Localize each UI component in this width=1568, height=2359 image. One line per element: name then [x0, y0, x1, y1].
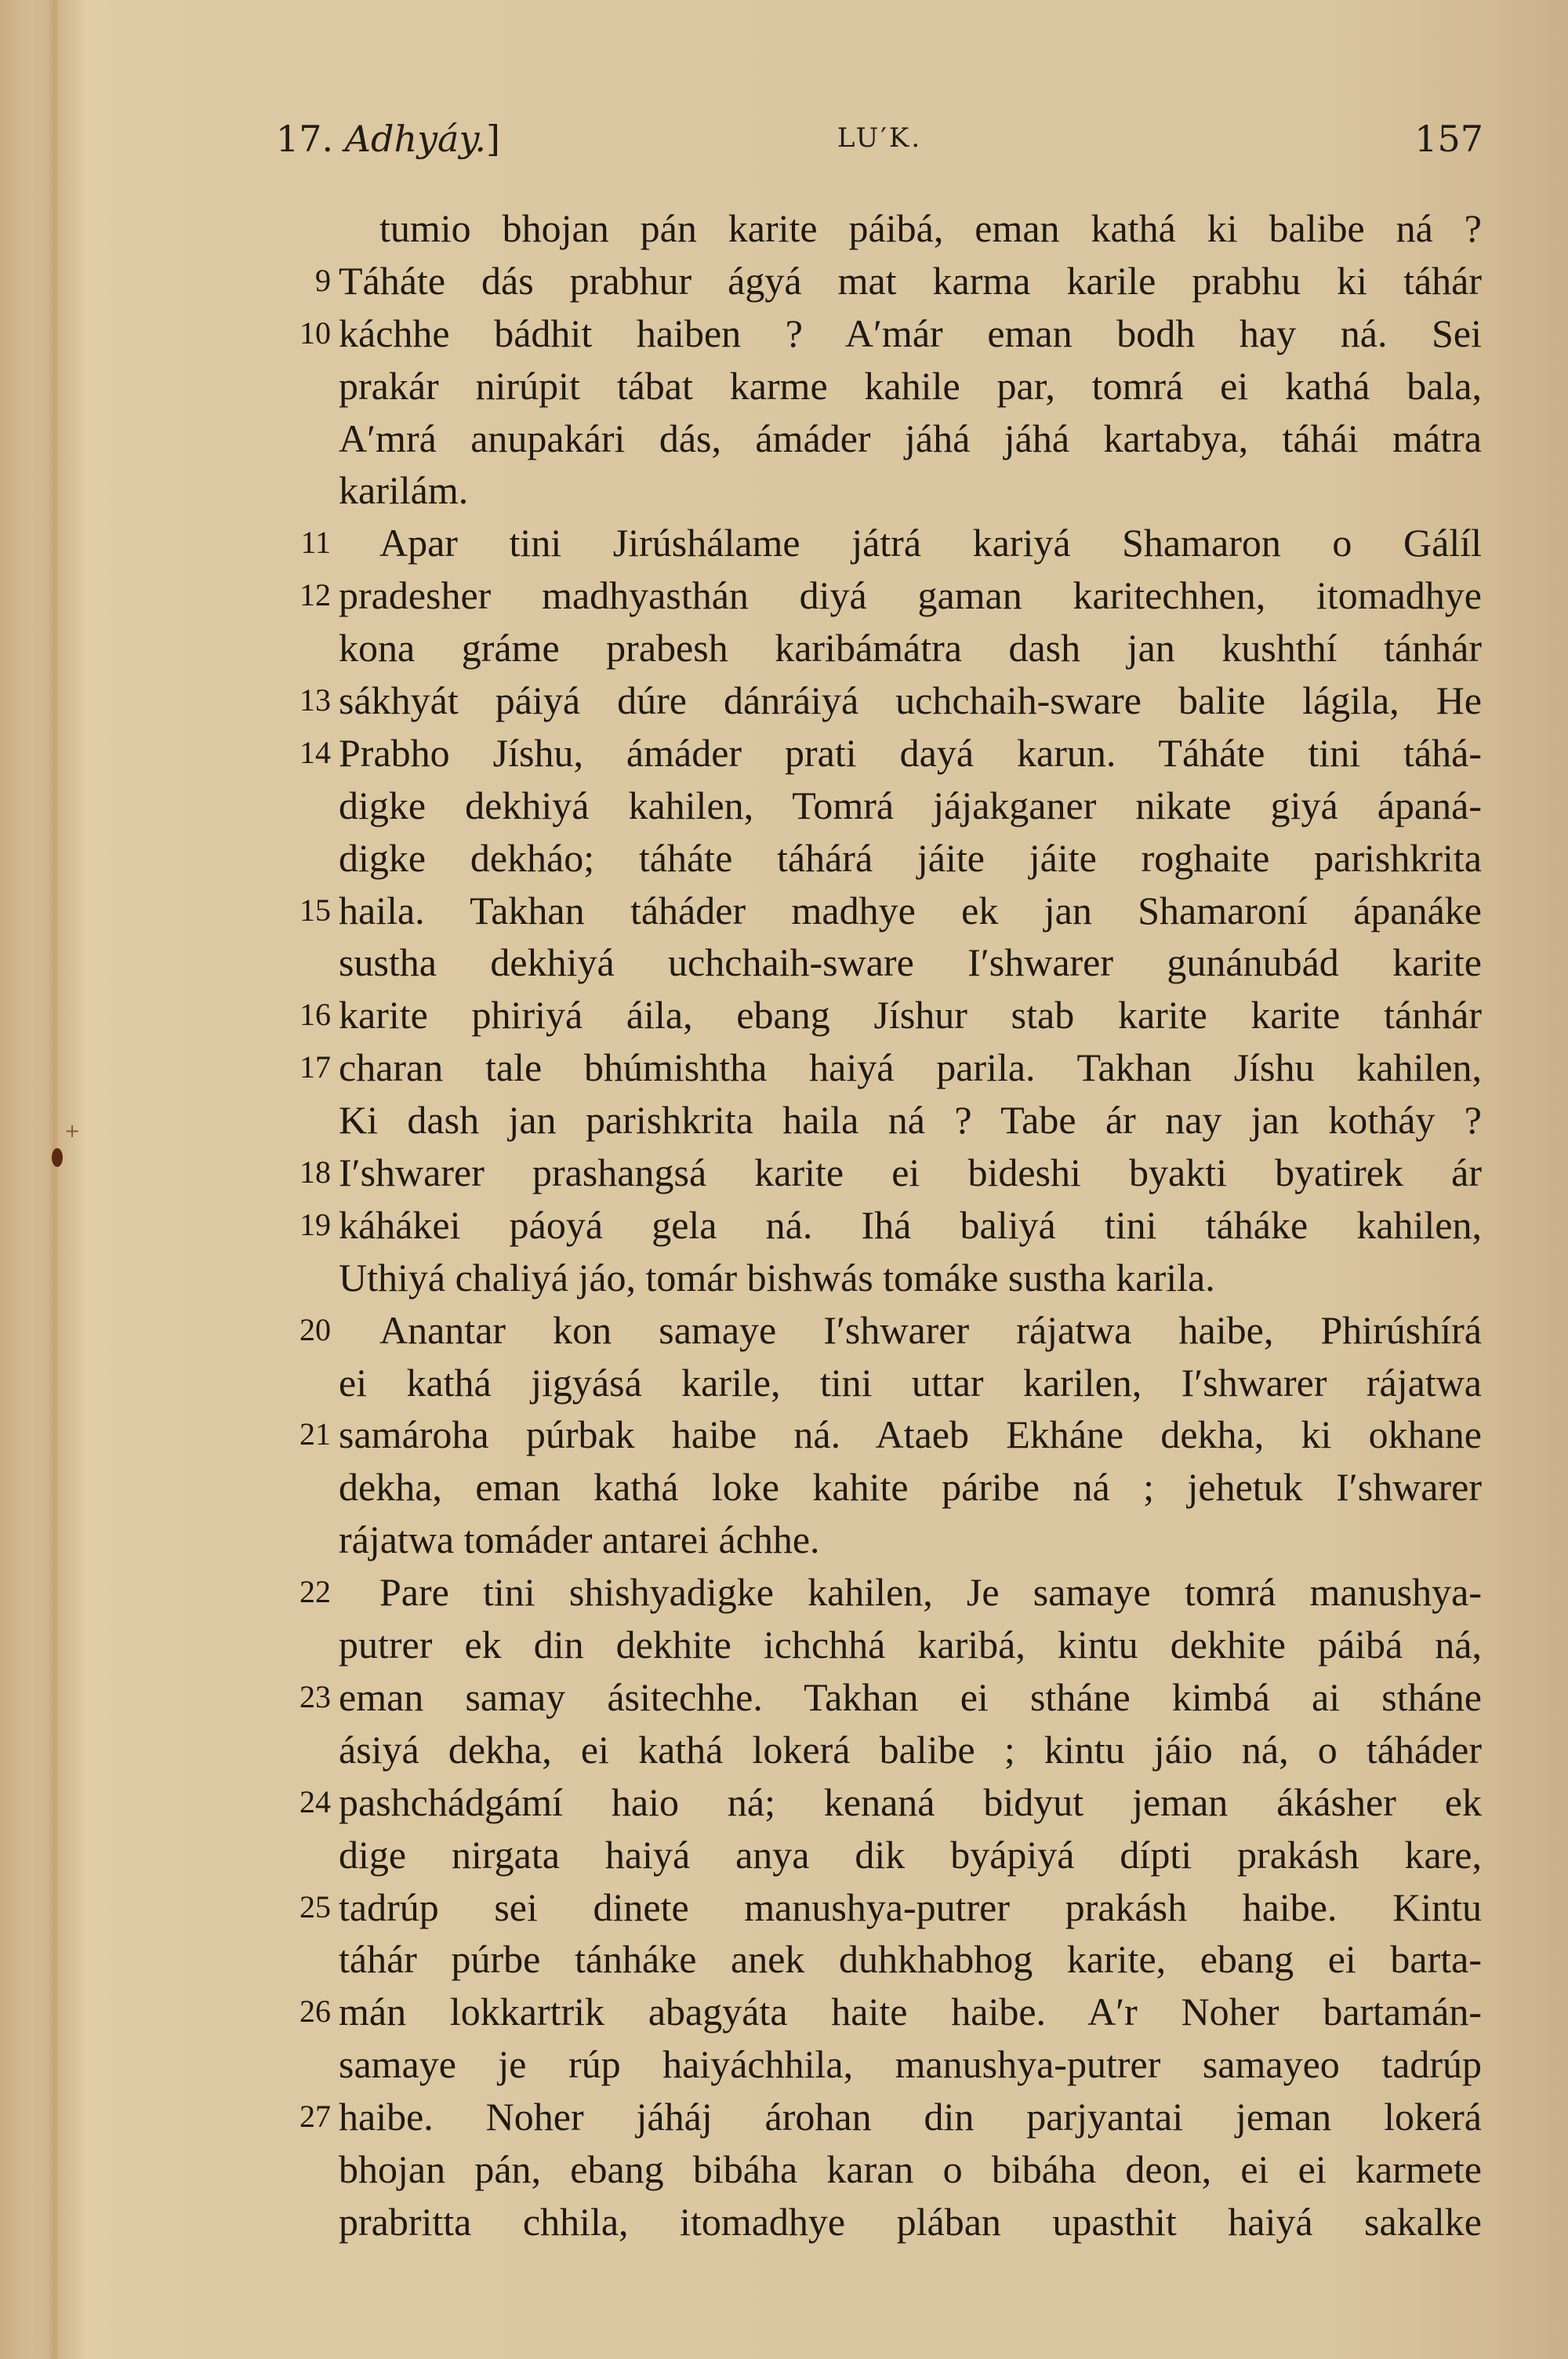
text-line	[274, 1041, 1482, 1094]
text-line	[274, 1304, 1482, 1357]
text-line	[274, 1619, 1482, 1671]
text-line	[274, 1514, 1482, 1566]
verse-number: 10	[299, 314, 331, 351]
text-line	[274, 413, 1482, 465]
line-text: ásiyá dekha, ei kathá lokerá balibe ; kintu jáio ná, o táháder	[339, 1727, 1482, 1772]
text-line	[274, 1829, 1482, 1881]
line-text: káhákei páoyá gela ná. Ihá baliyá tini táháke kahilen,	[339, 1202, 1482, 1247]
text-line	[274, 832, 1482, 885]
verse-number: 22	[299, 1574, 331, 1610]
line-text: dekha, eman kathá loke kahite páribe ná ; jehetuk I′shwarer	[339, 1465, 1482, 1510]
running-header	[276, 118, 1483, 180]
text-line	[274, 2196, 1482, 2248]
text-line	[274, 464, 1482, 517]
line-text: haila. Takhan táháder madhye ek jan Shamaroní ápanáke	[339, 888, 1482, 932]
line-text: prabritta chhila, itomadhye plában upasthit haiyá sakalke	[339, 2199, 1482, 2244]
text-line	[274, 1357, 1482, 1409]
line-text: dige nirgata haiyá anya dik byápiyá dípti prakásh kare,	[339, 1832, 1482, 1877]
line-text: Táháte dás prabhur ágyá mat karma karile prabhu ki táhár	[339, 258, 1482, 303]
verse-number: 13	[299, 682, 331, 718]
text-line	[274, 360, 1482, 413]
verse-number: 14	[299, 734, 331, 770]
verse-number: 21	[299, 1416, 331, 1452]
ink-spot	[52, 1148, 63, 1167]
text-line	[274, 1986, 1482, 2038]
line-text: táhár púrbe tánháke anek duhkhabhog karite, ebang ei barta-	[339, 1937, 1482, 1982]
verse-number: 9	[315, 262, 331, 298]
chapter-number: 17.	[276, 118, 334, 160]
line-text: digke dekháo; táháte táhárá jáite jáite roghaite parishkrita	[339, 835, 1482, 880]
text-line	[274, 1933, 1482, 1986]
line-text: káchhe bádhit haiben ? A′már eman bodh hay ná. Sei	[339, 311, 1482, 355]
text-line	[274, 674, 1482, 727]
line-text: pashchádgámí haio ná; kenaná bidyut jeman ákásher ek	[339, 1779, 1482, 1824]
text-line	[274, 1724, 1482, 1776]
text-line	[274, 2038, 1482, 2091]
verse-number: 18	[299, 1154, 331, 1190]
book-title: LU′K.	[837, 122, 923, 154]
line-text: Apar tini Jirúshálame játrá kariyá Shamaron o Gálíl	[379, 521, 1482, 565]
line-text: charan tale bhúmishtha haiyá parila. Takhan Jíshu kahilen,	[339, 1045, 1482, 1090]
verse-number: 12	[299, 577, 331, 613]
line-text: Uthiyá chaliyá jáo, tomár bishwás tomáke sustha karila.	[339, 1255, 1215, 1299]
line-text: ei kathá jigyásá karile, tini uttar karilen, I′shwarer rájatwa	[339, 1360, 1482, 1405]
verse-number: 17	[299, 1049, 331, 1085]
verse-number: 15	[299, 892, 331, 928]
line-text: haibe. Noher jáháj árohan din parjyantai jeman lokerá	[339, 2095, 1482, 2139]
text-line	[274, 1566, 1482, 1619]
line-text: karite phiriyá áila, ebang Jíshur stab karite karite tánhár	[339, 993, 1482, 1038]
text-line	[274, 780, 1482, 832]
text-line	[274, 885, 1482, 937]
line-text: bhojan pán, ebang bibáha karan o bibáha deon, ei ei karmete	[339, 2146, 1482, 2191]
line-text: mán lokkartrik abagyáta haite haibe. A′r Noher bartamán-	[339, 1990, 1482, 2034]
line-text: putrer ek din dekhite ichchhá karibá, kintu dekhite páibá ná,	[339, 1623, 1482, 1667]
text-line	[274, 1461, 1482, 1514]
text-line	[274, 307, 1482, 360]
text-line	[274, 1199, 1482, 1252]
line-text: pradesher madhyasthán diyá gaman karitechhen, itomadhye	[339, 573, 1482, 618]
line-text: tumio bhojan pán karite páibá, eman kathá ki balibe ná ?	[379, 206, 1482, 250]
text-line	[274, 569, 1482, 622]
text-line	[274, 1147, 1482, 1199]
verse-number: 11	[300, 525, 331, 561]
text-line	[274, 1094, 1482, 1147]
verse-number: 20	[299, 1311, 331, 1347]
text-line	[274, 622, 1482, 674]
text-line	[274, 727, 1482, 780]
text-line	[274, 517, 1482, 569]
text-line	[274, 202, 1482, 255]
chapter-bracket: ]	[486, 118, 500, 160]
text-line	[274, 936, 1482, 989]
line-text: Anantar kon samaye I′shwarer rájatwa haibe, Phirúshírá	[379, 1307, 1482, 1352]
body-text	[274, 202, 1482, 2248]
verse-number: 23	[299, 1678, 331, 1714]
text-line	[274, 1881, 1482, 1934]
text-line	[274, 1252, 1482, 1304]
line-text: sákhyát páiyá dúre dánráiyá uchchaih-sware balite lágila, He	[339, 678, 1482, 723]
line-text: samaye je rúp haiyáchhila, manushya-putrer samayeo tadrúp	[339, 2042, 1482, 2087]
chapter-word: Adhyáy.	[344, 118, 486, 160]
verse-number: 27	[299, 2099, 331, 2135]
text-line	[274, 989, 1482, 1041]
line-text: karilám.	[339, 468, 469, 513]
line-text: sustha dekhiyá uchchaih-sware I′shwarer gunánubád karite	[339, 940, 1482, 985]
verse-number: 26	[299, 1994, 331, 2030]
verse-number: 24	[299, 1783, 331, 1819]
line-text: A′mrá anupakári dás, ámáder jáhá jáhá kartabya, táhái mátra	[339, 416, 1482, 460]
margin-mark-icon: +	[64, 1120, 81, 1142]
line-text: Prabho Jíshu, ámáder prati dayá karun. Táháte tini táhá-	[339, 730, 1482, 775]
text-line	[274, 1776, 1482, 1829]
line-text: kona gráme prabesh karibámátra dash jan kushthí tánhár	[339, 626, 1482, 671]
line-text: rájatwa tomáder antarei áchhe.	[339, 1518, 820, 1562]
text-line	[274, 2143, 1482, 2196]
text-line	[274, 255, 1482, 307]
line-text: samároha púrbak haibe ná. Ataeb Ekháne dekha, ki okhane	[339, 1412, 1482, 1457]
verse-number: 25	[299, 1888, 331, 1925]
line-text: digke dekhiyá kahilen, Tomrá jájakganer nikate giyá ápaná-	[339, 783, 1482, 827]
line-text: I′shwarer prashangsá karite ei bideshi byakti byatirek ár	[339, 1150, 1482, 1195]
verse-number: 16	[299, 997, 331, 1033]
verse-number: 19	[299, 1206, 331, 1242]
line-text: Pare tini shishyadigke kahilen, Je samaye tomrá manushya-	[379, 1570, 1482, 1615]
line-text: tadrúp sei dinete manushya-putrer prakásh haibe. Kintu	[339, 1885, 1482, 1929]
line-text: Ki dash jan parishkrita haila ná ? Tabe ár nay jan kotháy ?	[339, 1098, 1482, 1143]
text-line	[274, 1408, 1482, 1461]
page-number: 157	[1414, 118, 1483, 160]
line-text: eman samay ásitechhe. Takhan ei stháne kimbá ai stháne	[339, 1674, 1482, 1719]
line-text: prakár nirúpit tábat karme kahile par, tomrá ei kathá bala,	[339, 363, 1482, 408]
text-line	[274, 2091, 1482, 2143]
text-line	[274, 1671, 1482, 1724]
